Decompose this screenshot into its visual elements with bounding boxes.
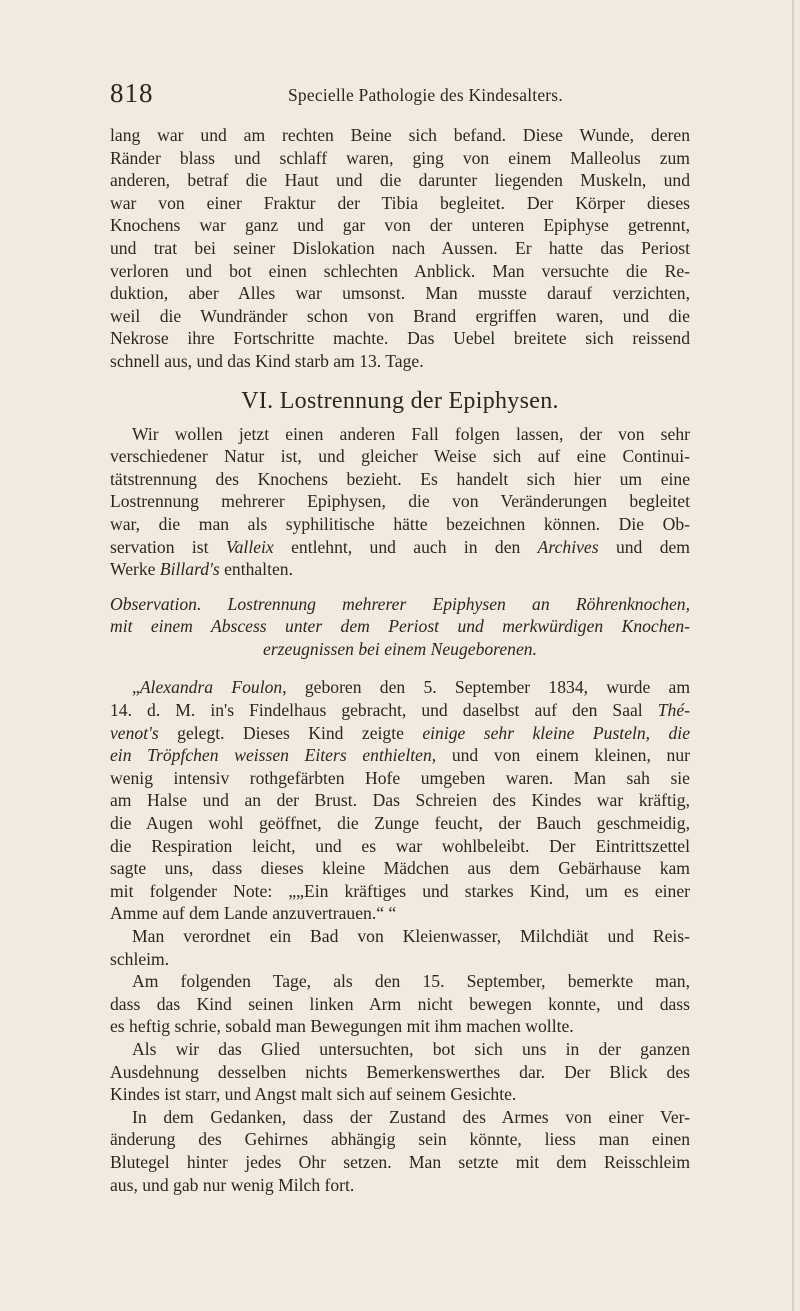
text-line: Ausdehnung desselben nichts Bemerkenswerthes dar. Der Blick des — [110, 1061, 690, 1082]
text-line: Blutegel hinter jedes Ohr setzen. Man setzte mit dem Reisschleim — [110, 1151, 690, 1172]
text-run: und dem — [598, 536, 690, 557]
text-line: schnell aus, und das Kind starb am 13. Tage. — [110, 350, 424, 371]
case-paragraph — [110, 1038, 690, 1106]
text-run: 14. d. M. in's Findelhaus gebracht, und daselbst auf den Saal — [110, 700, 658, 721]
observation-title — [110, 593, 690, 661]
text-line: schleim. — [110, 948, 170, 969]
text-line: war von einer Fraktur der Tibia begleitet. Der Körper dieses — [110, 192, 690, 213]
text-line: verschiedener Natur ist, und gleicher Weise sich auf eine Continui- — [110, 446, 690, 467]
text-run: enthalten. — [219, 559, 293, 580]
text-line: Wir wollen jetzt einen anderen Fall folgen lassen, der von sehr — [132, 423, 690, 444]
text-run: , und von einem kleinen, nur — [431, 745, 690, 766]
text-run: entlehnt, und auch in den — [273, 536, 538, 557]
text-line: verloren und bot einen schlechten Anblick. Man versuchte die Re- — [110, 260, 690, 281]
case-paragraph — [110, 970, 690, 1038]
page-number: 818 — [110, 78, 154, 108]
section-paragraph — [110, 423, 690, 581]
journal-name-archives: Archives — [537, 536, 599, 557]
quote-mark: „ — [132, 677, 140, 698]
text-line: wenig intensiv rothgefärbten Hofe umgeben waren. Man sah sie — [110, 767, 690, 788]
running-head: Specielle Pathologie des Kindesalters. — [288, 85, 563, 105]
text-line: dass das Kind seinen linken Arm nicht bewegen konnte, und dass — [110, 993, 690, 1014]
text-line: tätstrennung des Knochens bezieht. Es handelt sich hier um eine — [110, 468, 690, 489]
ward-name: venot's — [110, 722, 159, 743]
text-line: Am folgenden Tage, als den 15. September, bemerkte man, — [132, 971, 690, 992]
text-line: und trat bei seiner Dislokation nach Aussen. Er hatte das Periost — [110, 237, 690, 258]
text-line: Kindes ist starr, und Angst malt sich auf seinem Gesichte. — [110, 1084, 517, 1105]
text-line: es heftig schrie, sobald man Bewegungen mit ihm machen wollte. — [110, 1016, 574, 1037]
text-line — [110, 676, 690, 699]
text-line: Knochens war ganz und gar von der unteren Epiphyse getrennt, — [110, 215, 690, 236]
text-line: mit folgender Note: „„Ein kräftiges und starkes Kind, um es einer — [110, 880, 690, 901]
text-line — [110, 699, 690, 722]
text-line: Ränder blass und schlaff waren, ging von einem Malleolus zum — [110, 147, 690, 168]
text-line: am Halse und an der Brust. Das Schreien des Kindes war kräftig, — [110, 790, 690, 811]
page-edge-line — [792, 0, 794, 1311]
text-run: gelegt. Dieses Kind zeigte — [158, 722, 423, 743]
text-line: sagte uns, dass dieses kleine Mädchen aus dem Gebärhause kam — [110, 858, 690, 879]
emphasis-text: einige sehr kleine Pusteln, die — [422, 722, 690, 743]
text-line — [110, 744, 690, 767]
text-line — [110, 536, 690, 559]
text-line: änderung des Gehirnes abhängig sein könnte, liess man einen — [110, 1129, 690, 1150]
text-run: Werke — [110, 559, 160, 580]
text-line: duktion, aber Alles war umsonst. Man musste darauf verzichten, — [110, 283, 690, 304]
case-paragraph — [110, 676, 690, 925]
page-header — [110, 78, 690, 112]
text-line: In dem Gedanken, dass der Zustand des Armes von einer Ver- — [132, 1106, 690, 1127]
case-paragraph — [110, 925, 690, 970]
text-line: Nekrose ihre Fortschritte machte. Das Uebel breitete sich reissend — [110, 328, 690, 349]
case-paragraph — [110, 1106, 690, 1196]
author-name-billard: Billard's — [159, 559, 220, 580]
page-body — [110, 124, 690, 1196]
text-line: die Respiration leicht, und es war wohlbeleibt. Der Eintrittszettel — [110, 835, 690, 856]
text-line: Amme auf dem Lande anzuvertrauen.“ “ — [110, 903, 397, 924]
text-line: anderen, betraf die Haut und die darunter liegenden Muskeln, und — [110, 170, 690, 191]
text-line — [110, 558, 690, 581]
text-line: erzeugnissen bei einem Neugeborenen. — [263, 638, 537, 659]
text-line: war, die man als syphilitische hätte bezeichnen können. Die Ob- — [110, 513, 690, 534]
text-run: , geboren den 5. September 1834, wurde am — [282, 677, 690, 698]
text-line: Als wir das Glied untersuchten, bot sich uns in der ganzen — [132, 1038, 690, 1059]
intro-paragraph — [110, 124, 690, 373]
text-line: lang war und am rechten Beine sich befand. Diese Wunde, deren — [110, 125, 690, 145]
author-name-valleix: Valleix — [225, 536, 274, 557]
text-line: die Augen wohl geöffnet, die Zunge feucht, der Bauch geschmeidig, — [110, 813, 690, 834]
text-line: Observation. Lostrennung mehrerer Epiphysen an Röhrenknochen, — [110, 593, 690, 614]
section-heading: VI. Lostrennung der Epiphysen. — [241, 387, 559, 414]
text-line: weil die Wundränder schon von Brand ergriffen waren, und die — [110, 305, 690, 326]
ward-name: Thé- — [657, 700, 690, 721]
text-run: servation ist — [110, 536, 226, 557]
text-line: aus, und gab nur wenig Milch fort. — [110, 1174, 355, 1195]
text-line — [110, 722, 690, 745]
text-line: Lostrennung mehrerer Epiphysen, die von Veränderungen begleitet — [110, 491, 690, 512]
text-line: Man verordnet ein Bad von Kleienwasser, Milchdiät und Reis- — [132, 926, 690, 946]
emphasis-text: ein Tröpfchen weissen Eiters enthielten — [110, 745, 432, 766]
text-line: mit einem Abscess unter dem Periost und merkwürdigen Knochen- — [110, 616, 690, 637]
patient-name: Alexandra Foulon — [139, 677, 283, 698]
